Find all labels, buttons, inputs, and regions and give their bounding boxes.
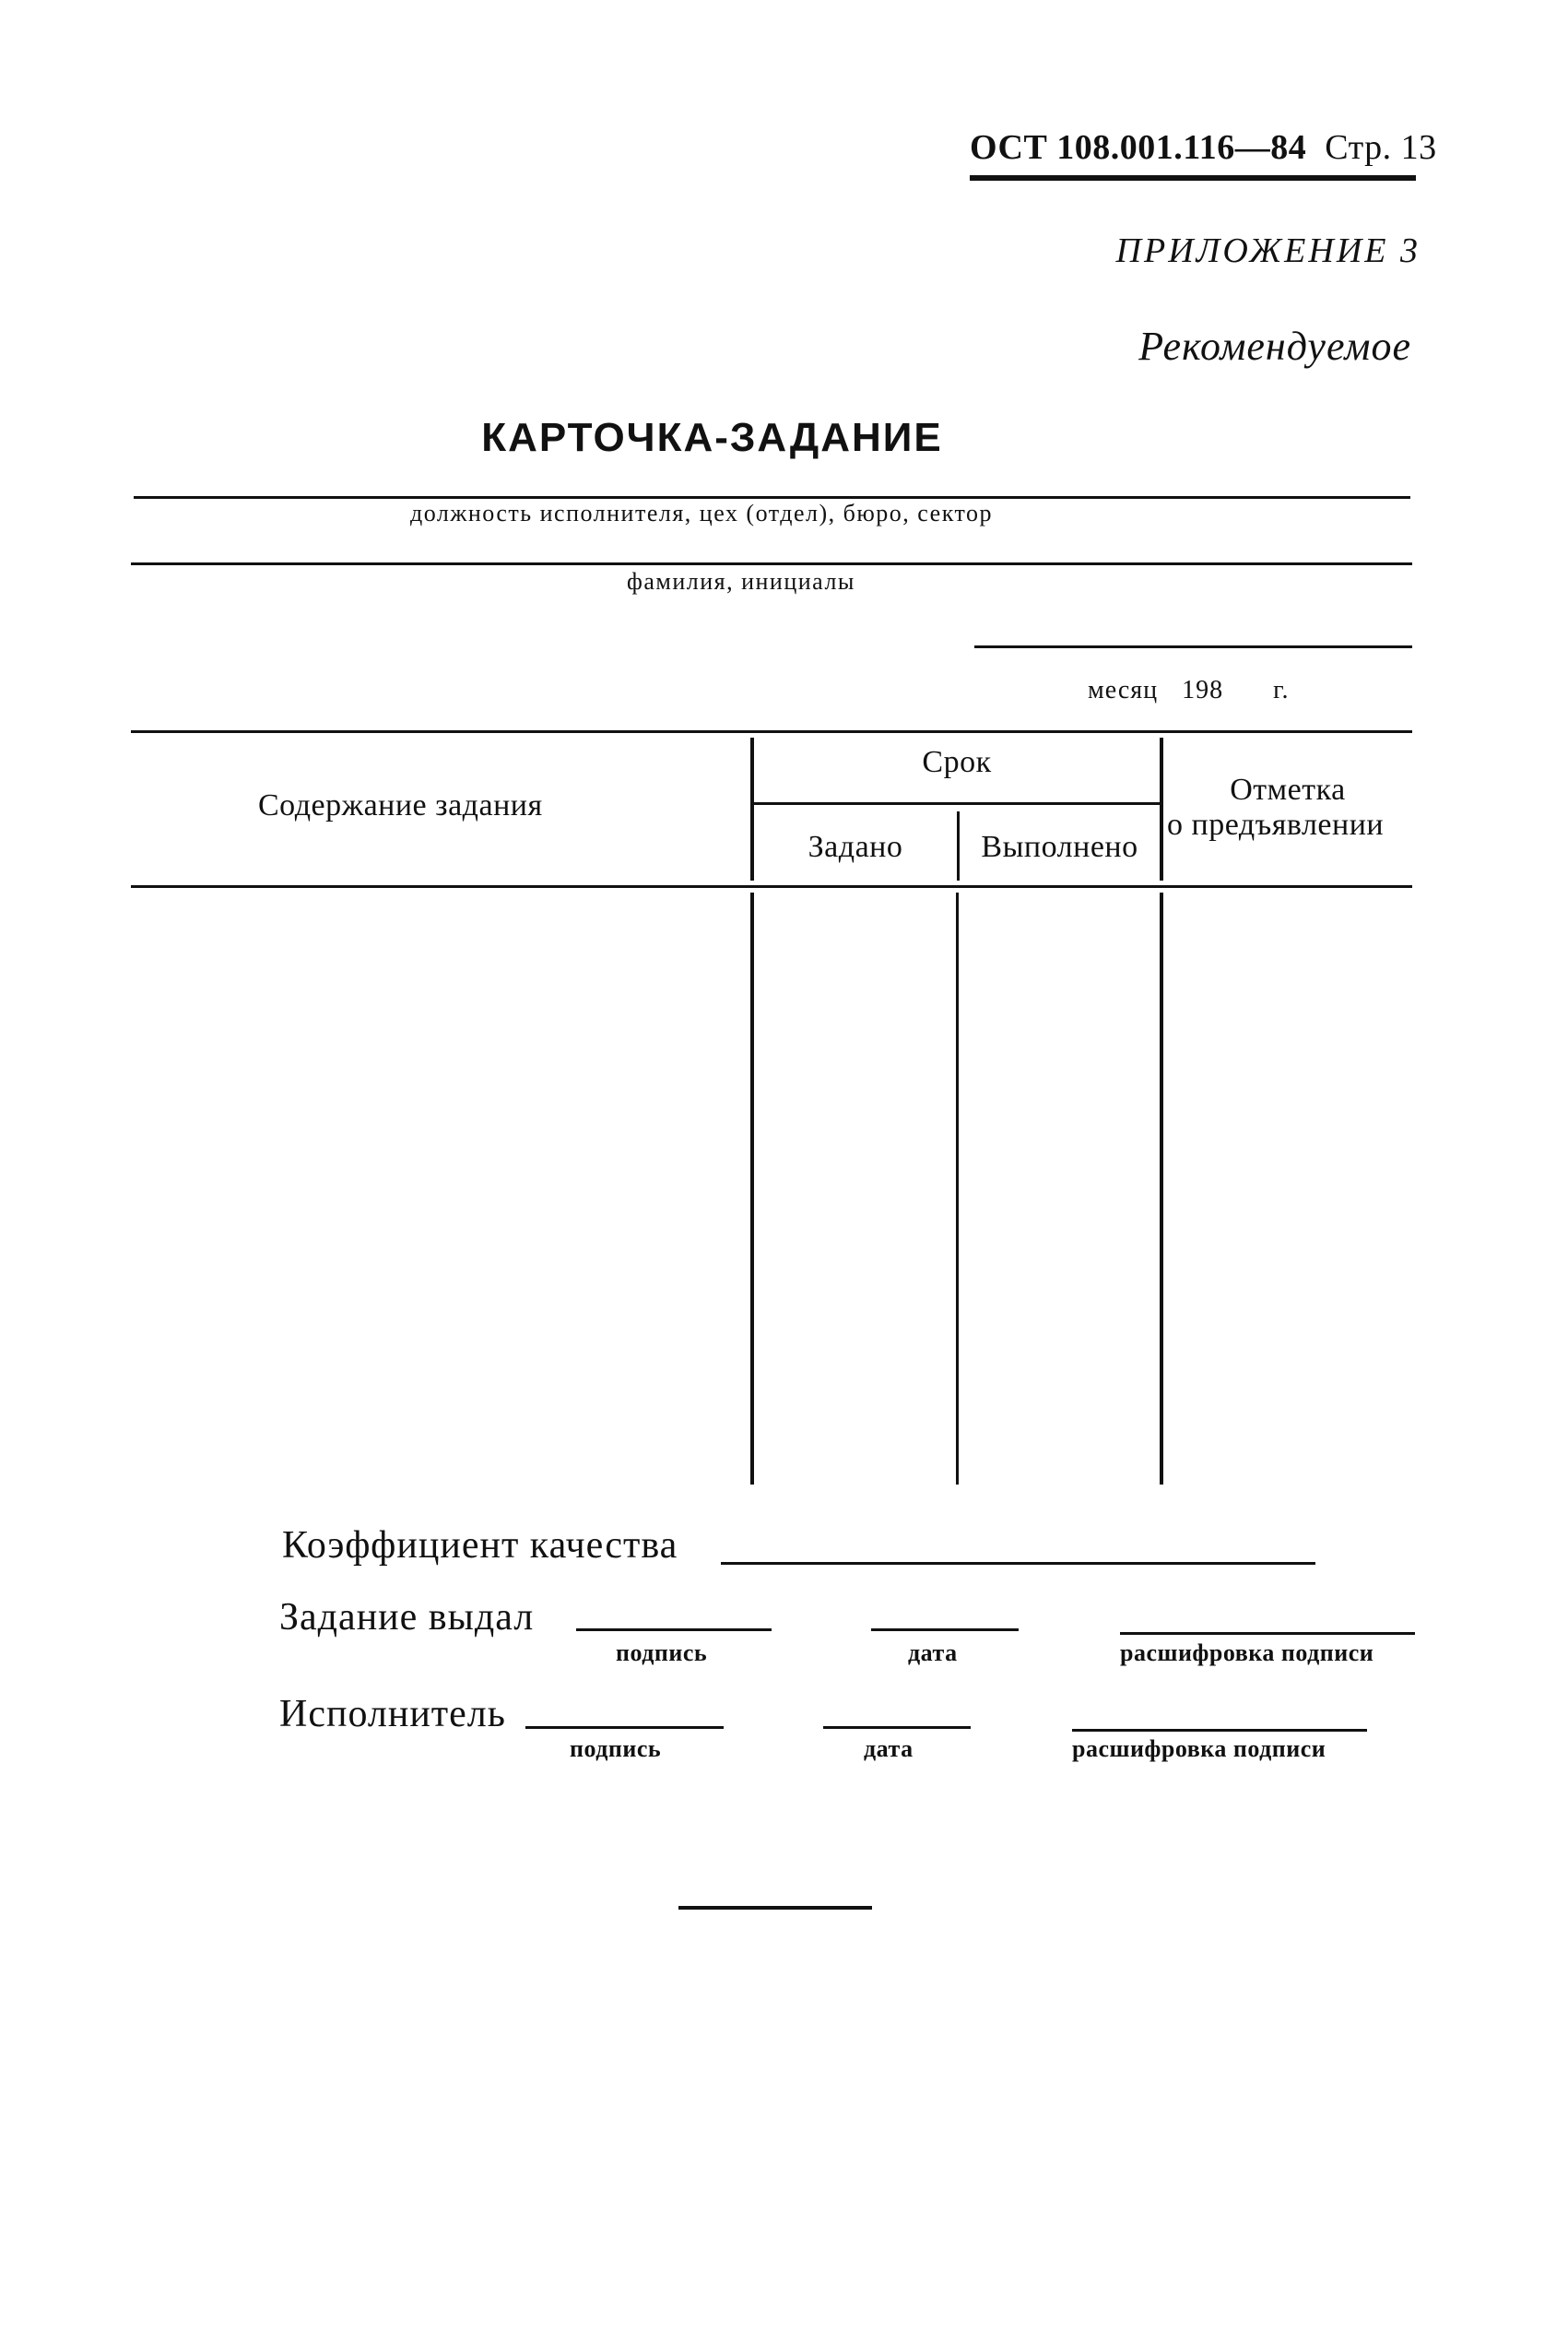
body-divider-mark[interactable] xyxy=(1160,893,1163,1485)
issued-date-caption: дата xyxy=(908,1639,958,1666)
issued-date-line[interactable] xyxy=(871,1628,1019,1631)
document-header xyxy=(970,127,1437,168)
position-caption: должность исполнителя, цех (отдел), бюро, сектор xyxy=(410,500,994,527)
issued-decode-line[interactable] xyxy=(1120,1632,1415,1635)
table-header-bottom-border xyxy=(131,885,1412,888)
year-suffix: г. xyxy=(1273,676,1290,704)
executor-label: Исполнитель xyxy=(279,1693,506,1735)
issued-decode-caption: расшифровка подписи xyxy=(1120,1639,1374,1666)
header-content: Содержание задания xyxy=(258,788,543,822)
executor-signature-caption: подпись xyxy=(570,1735,662,1762)
quality-input-line[interactable] xyxy=(721,1562,1315,1565)
issued-signature-line[interactable] xyxy=(576,1628,772,1631)
executor-decode-line[interactable] xyxy=(1072,1729,1367,1732)
appendix-status: Рекомендуемое xyxy=(1138,324,1411,369)
month-input-line[interactable] xyxy=(974,645,1412,648)
header-underline xyxy=(970,175,1416,181)
issued-signature-caption: подпись xyxy=(616,1639,708,1666)
name-caption: фамилия, инициалы xyxy=(627,568,855,595)
form-title-wrap xyxy=(0,415,1568,461)
form-title: КАРТОЧКА-ЗАДАНИЕ xyxy=(481,415,943,460)
executor-decode-caption: расшифровка подписи xyxy=(1072,1735,1326,1762)
name-input-line[interactable] xyxy=(131,562,1412,565)
header-term: Срок xyxy=(922,745,992,779)
body-divider-term[interactable] xyxy=(956,893,959,1485)
quality-label: Коэффициент качества xyxy=(282,1524,678,1567)
end-separator xyxy=(678,1906,872,1910)
body-divider-content[interactable] xyxy=(750,893,754,1485)
header-completed: Выполнено xyxy=(981,830,1138,864)
header-assigned: Задано xyxy=(808,830,903,864)
executor-date-line[interactable] xyxy=(823,1726,971,1729)
month-row xyxy=(1088,676,1305,705)
header-mark-line2: о предъявлении xyxy=(1167,808,1385,842)
year-prefix: 198 xyxy=(1182,676,1224,704)
table-top-border xyxy=(131,730,1412,733)
term-subheader-divider xyxy=(754,802,1160,805)
document-number: ОСТ 108.001.116—84 xyxy=(970,128,1307,167)
appendix-label: ПРИЛОЖЕНИЕ 3 xyxy=(1115,231,1421,270)
executor-signature-line[interactable] xyxy=(525,1726,724,1729)
executor-date-caption: дата xyxy=(864,1735,914,1762)
issued-label: Задание выдал xyxy=(279,1596,535,1639)
page-number: Стр. 13 xyxy=(1325,128,1437,167)
month-label: месяц xyxy=(1088,676,1159,704)
header-mark-line1: Отметка xyxy=(1230,773,1346,807)
col-divider-mark xyxy=(1160,738,1163,881)
position-input-line[interactable] xyxy=(134,496,1410,499)
